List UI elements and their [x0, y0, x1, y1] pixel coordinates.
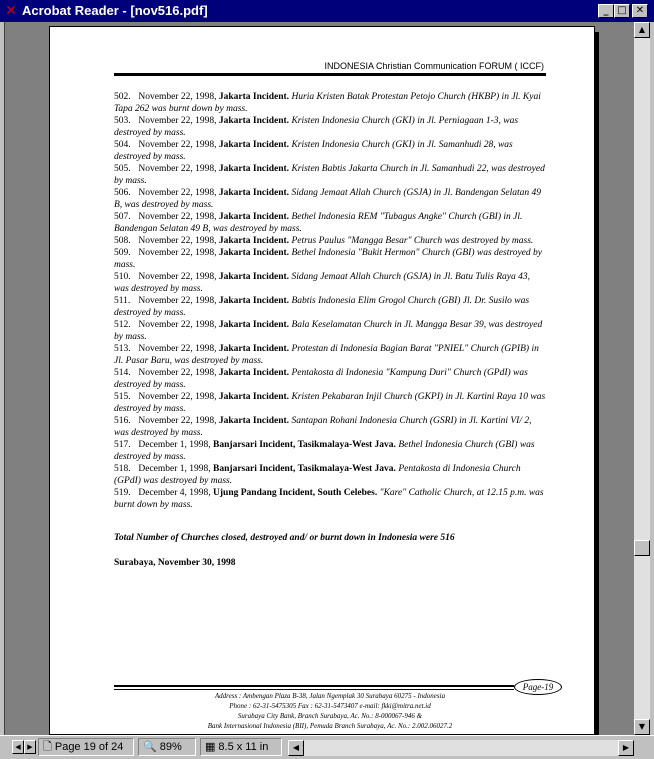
entry-date: November 22, 1998,: [138, 164, 217, 174]
signoff-date: Surabaya, November 30, 1998: [114, 558, 236, 568]
entry-date: December 1, 1998,: [138, 440, 211, 450]
total-summary: Total Number of Churches closed, destroyed and/ or burnt down in Indonesia were 516: [114, 533, 455, 543]
entry-date: November 22, 1998,: [138, 296, 217, 306]
entry-desc: Bala Keselamatan Church in Jl. Mangga Besar 39, was destroyed by mass.: [114, 320, 543, 342]
incident-entry: [114, 235, 546, 247]
entry-incident: Jakarta Incident.: [218, 272, 290, 282]
entry-num: 511.: [114, 296, 131, 306]
entry-desc: Huria Kristen Batak Protestan Petojo Church (HKBP) in Jl. Kyai Tapa 262 was burnt down by mass.: [114, 92, 541, 114]
entry-date: November 22, 1998,: [138, 416, 217, 426]
incident-entry: [114, 319, 546, 343]
header-rule: [114, 73, 546, 76]
entry-num: 503.: [114, 116, 131, 126]
entry-date: November 22, 1998,: [138, 344, 217, 354]
entry-desc: Kristen Pekabaran Injil Church (GKPI) in Jl. Kartini Raya 10 was destroyed by mass.: [114, 392, 546, 414]
document-header: INDONESIA Christian Communication FORUM ( ICCF): [324, 61, 544, 71]
entry-desc: Bethel Indonesia REM "Tubagus Angke" Church (GBI) in Jl. Bandengan Selatan 49 B, was destroyed by mass.: [114, 212, 523, 234]
entry-desc: "Kare" Catholic Church, at 12.15 p.m. was burnt down by mass.: [114, 488, 544, 510]
vertical-scroll-thumb[interactable]: [634, 540, 650, 556]
entry-desc: Bethel Indonesia "Bukit Hermon" Church (GBI) was destroyed by mass.: [114, 248, 542, 270]
zoom-text: 89%: [159, 741, 182, 753]
entry-num: 513.: [114, 344, 131, 354]
entry-num: 504.: [114, 140, 131, 150]
entry-date: November 22, 1998,: [138, 236, 217, 246]
entry-num: 506.: [114, 188, 131, 198]
footer-contact: Phone : 62-31-5475305 Fax : 62-31-5473407 e-mail: fkki@mitra.net.id: [229, 702, 431, 710]
incident-entry: [114, 187, 546, 211]
entry-incident: Jakarta Incident.: [218, 212, 290, 222]
entry-incident: Jakarta Incident.: [218, 296, 290, 306]
entry-num: 515.: [114, 392, 131, 402]
entry-date: November 22, 1998,: [138, 272, 217, 282]
entry-num: 512.: [114, 320, 131, 330]
entry-desc: Pentakosta di Indonesia Church (GPdI) was destroyed by mass.: [114, 464, 521, 486]
incident-entry: [114, 439, 546, 463]
entry-num: 519.: [114, 488, 131, 498]
window-title: Acrobat Reader - [nov516.pdf]: [22, 3, 208, 18]
entry-desc: Santapan Rohani Indonesia Church (GSRI) in Jl. Kartini VI/ 2, was destroyed by mass.: [114, 416, 532, 438]
entry-num: 510.: [114, 272, 131, 282]
incident-entry: [114, 163, 546, 187]
entry-num: 502.: [114, 92, 131, 102]
entry-incident: Jakarta Incident.: [218, 368, 290, 378]
incident-entry: [114, 271, 546, 295]
page-number-badge: Page-19: [514, 679, 562, 695]
page-size-icon: ▦: [205, 740, 216, 754]
entry-incident: Jakarta Incident.: [218, 188, 290, 198]
zoom-indicator[interactable]: [138, 738, 196, 756]
entry-desc: Kristen Indonesia Church (GKI) in Jl. Perniagaan 1-3, was destroyed by mass.: [114, 116, 519, 138]
scroll-left-button[interactable]: ◀: [288, 740, 304, 756]
footer-rule: [114, 685, 514, 687]
entry-num: 516.: [114, 416, 131, 426]
entry-date: November 22, 1998,: [138, 320, 217, 330]
status-bar: [0, 735, 654, 759]
entry-num: 508.: [114, 236, 131, 246]
entry-incident: Jakarta Incident.: [218, 320, 290, 330]
entry-incident: Jakarta Incident.: [218, 116, 290, 126]
entry-incident: Jakarta Incident.: [218, 140, 290, 150]
pdf-page: [49, 26, 595, 735]
entry-desc: Petrus Paulus "Mangga Besar" Church was destroyed by mass.: [291, 236, 534, 246]
entry-incident: Banjarsari Incident, Tasikmalaya-West Java.: [213, 464, 396, 474]
incident-entry: [114, 463, 546, 487]
footer-bank-2: Bank Internasional Indonesia (BII), Pemuda Branch Surabaya, Ac. No.: 2.002.06027.2: [207, 722, 453, 730]
incident-entry: [114, 487, 546, 511]
incident-entry: [114, 139, 546, 163]
next-page-button[interactable]: ▶: [24, 740, 36, 754]
entry-date: November 22, 1998,: [138, 368, 217, 378]
minimize-button[interactable]: _: [598, 4, 614, 18]
magnifier-icon: 🔍: [143, 740, 157, 754]
prev-page-button[interactable]: ◀: [12, 740, 24, 754]
incident-entry: [114, 247, 546, 271]
entry-date: December 4, 1998,: [138, 488, 211, 498]
incident-entry: [114, 295, 546, 319]
entry-desc: Pentakosta di Indonesia "Kampung Duri" Church (GPdI) was destroyed by mass.: [114, 368, 528, 390]
entry-desc: Sidang Jemaat Allah Church (GSJA) in Jl. Bandengan Selatan 49 B, was destroyed by mass.: [114, 188, 542, 210]
entry-desc: Kristen Indonesia Church (GKI) in Jl. Samanhudi 28, was destroyed by mass.: [114, 140, 513, 162]
entry-num: 507.: [114, 212, 131, 222]
entry-date: November 22, 1998,: [138, 188, 217, 198]
entry-incident: Jakarta Incident.: [218, 164, 290, 174]
incident-entry: [114, 343, 546, 367]
entry-desc: Bethel Indonesia Church (GBI) was destroyed by mass.: [114, 440, 535, 462]
page-icon: 🗋: [43, 740, 52, 754]
entry-incident: Banjarsari Incident, Tasikmalaya-West Java.: [213, 440, 396, 450]
incident-list: [114, 91, 546, 511]
entry-num: 517.: [114, 440, 131, 450]
entry-date: December 1, 1998,: [138, 464, 211, 474]
entry-date: November 22, 1998,: [138, 212, 217, 222]
entry-date: November 22, 1998,: [138, 92, 217, 102]
footer-address: Address : Ambengan Plaza B-38, Jalan Ngemplak 30 Surabaya 60275 - Indonesia: [214, 692, 446, 700]
vertical-scrollbar[interactable]: [634, 22, 650, 735]
incident-entry: [114, 211, 546, 235]
footer-bank-1: Surabaya City Bank, Branch Surabaya, Ac. No.: 8-000067-946 &: [237, 712, 423, 720]
entry-num: 509.: [114, 248, 131, 258]
scroll-up-button[interactable]: ▲: [634, 22, 650, 38]
incident-entry: [114, 115, 546, 139]
entry-date: November 22, 1998,: [138, 248, 217, 258]
entry-date: November 22, 1998,: [138, 140, 217, 150]
document-footer: [114, 691, 546, 731]
entry-incident: Jakarta Incident.: [218, 392, 290, 402]
page-indicator-text: Page 19 of 24: [54, 741, 124, 753]
entry-incident: Jakarta Incident.: [218, 416, 290, 426]
close-button[interactable]: ✕: [632, 4, 648, 18]
incident-entry: [114, 391, 546, 415]
entry-date: November 22, 1998,: [138, 392, 217, 402]
entry-desc: Babtis Indonesia Elim Grogol Church (GBI) Jl. Dr. Susilo was destroyed by mass.: [114, 296, 530, 318]
entry-incident: Ujung Pandang Incident, South Celebes.: [213, 488, 378, 498]
entry-incident: Jakarta Incident.: [218, 344, 290, 354]
incident-entry: [114, 367, 546, 391]
entry-desc: Kristen Babtis Jakarta Church in Jl. Samanhudi 22, was destroyed by mass.: [114, 164, 545, 186]
scroll-right-button[interactable]: ▶: [618, 740, 634, 756]
page-size-text: 8.5 x 11 in: [218, 741, 269, 753]
scroll-down-button[interactable]: ▼: [634, 719, 650, 735]
maximize-button[interactable]: □: [614, 4, 630, 18]
horizontal-scrollbar[interactable]: [288, 740, 634, 756]
entry-date: November 22, 1998,: [138, 116, 217, 126]
document-viewport[interactable]: [4, 22, 635, 735]
page-size-indicator[interactable]: [200, 738, 282, 756]
entry-num: 514.: [114, 368, 131, 378]
entry-incident: Jakarta Incident.: [218, 236, 290, 246]
entry-num: 518.: [114, 464, 131, 474]
page-indicator[interactable]: [38, 738, 134, 756]
footer-rule-thin: [114, 689, 514, 690]
entry-desc: Protestan di Indonesia Bagian Barat "PNIEL" Church (GPIB) in Jl. Pasar Baru, was destroyed by mass.: [114, 344, 539, 366]
entry-desc: Sidang Jemaat Allah Church (GSJA) in Jl. Batu Tulis Raya 43, was destroyed by mass.: [114, 272, 530, 294]
incident-entry: [114, 415, 546, 439]
entry-incident: Jakarta Incident.: [218, 248, 290, 258]
incident-entry: [114, 91, 546, 115]
acrobat-icon: ✕: [5, 3, 17, 19]
entry-incident: Jakarta Incident.: [218, 92, 290, 102]
title-bar: [0, 0, 654, 22]
entry-num: 505.: [114, 164, 131, 174]
page-shadow: [595, 32, 599, 735]
